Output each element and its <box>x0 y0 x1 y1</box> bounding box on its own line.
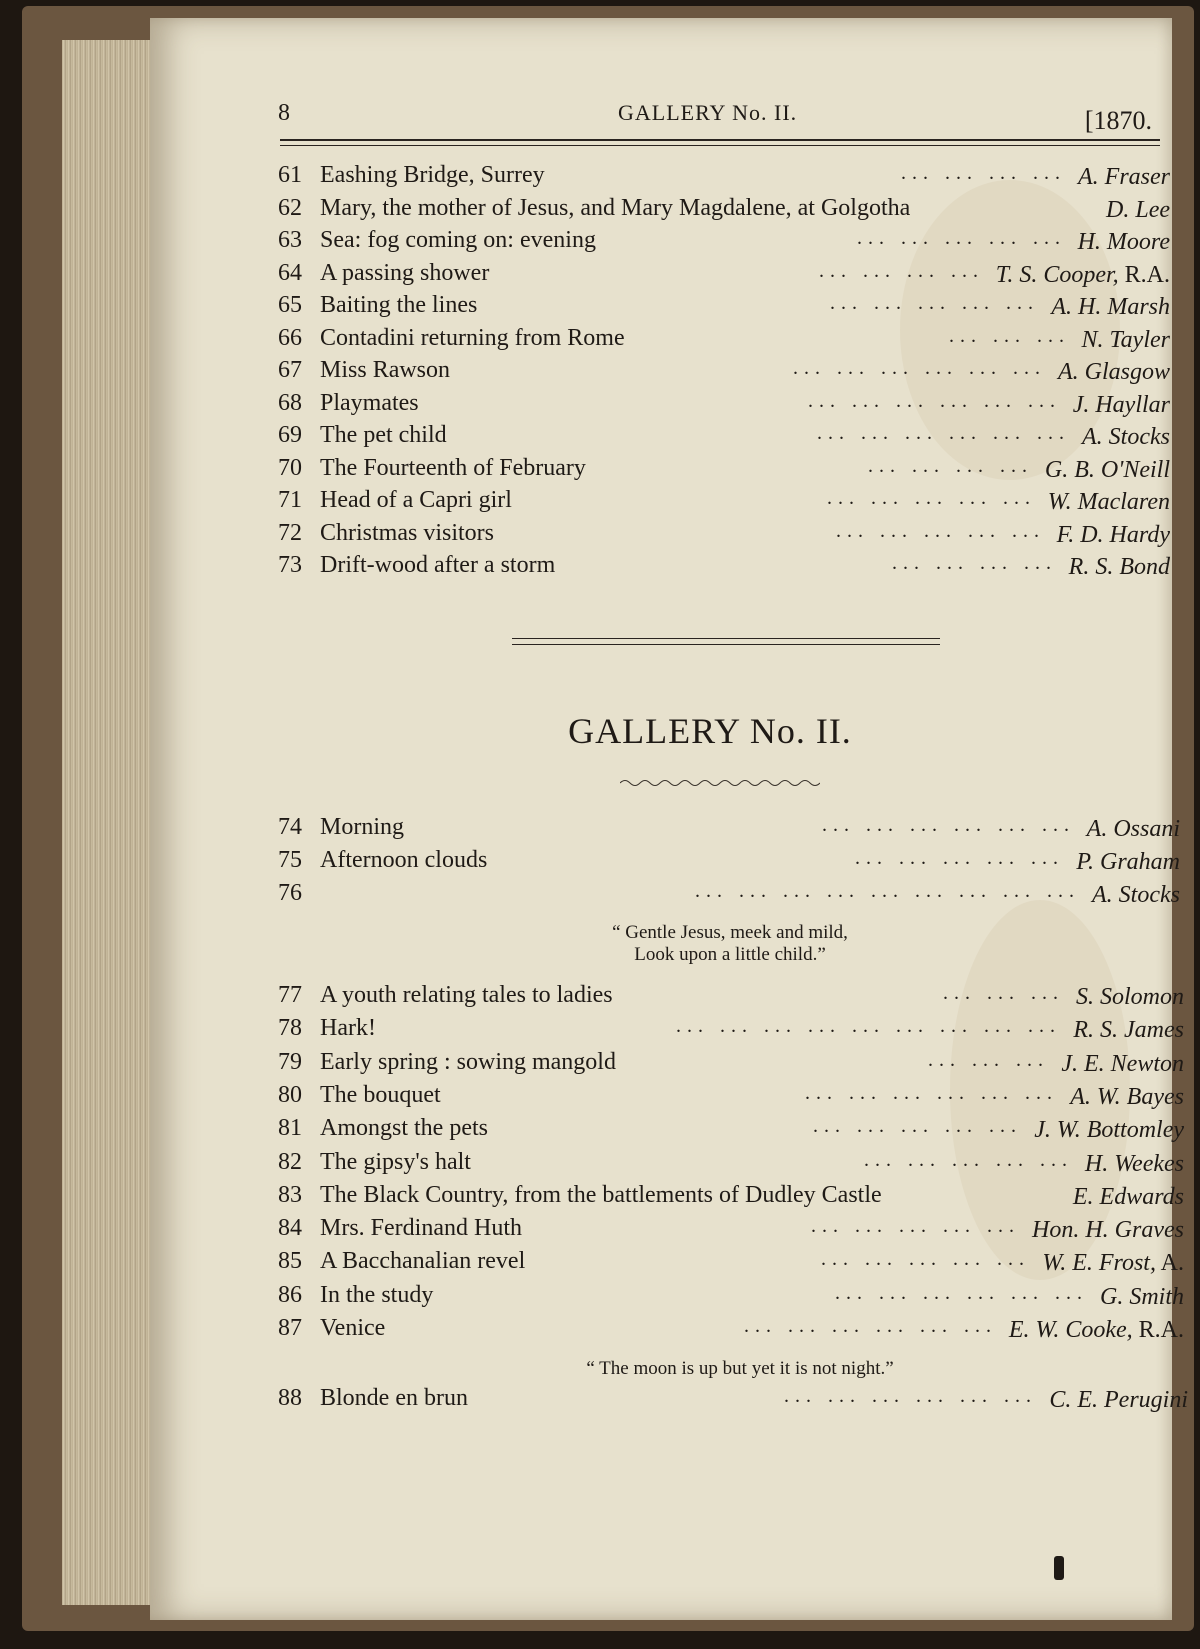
entry-number: 86 <box>278 1281 302 1308</box>
artist-name: T. S. Cooper, <box>995 261 1119 288</box>
entry-number: 65 <box>278 292 302 318</box>
catalogue-entry <box>278 1082 1184 1114</box>
leader-dots: ... ... ... ... <box>892 552 1057 574</box>
leader-dots: ... ... ... ... ... ... <box>805 1081 1058 1104</box>
entry-title: Mary, the mother of Jesus, and Mary Magdalene, at Golgotha <box>320 194 911 221</box>
leader-dots: ... ... ... ... ... <box>811 1215 1020 1238</box>
artist-name: S. Solomon <box>1076 984 1184 1010</box>
quote-line: “ Gentle Jesus, meek and mild, <box>612 922 848 943</box>
header-rule-thick <box>280 139 1160 141</box>
entry-title: Sea: fog coming on: evening <box>320 227 596 253</box>
ink-speck <box>1054 1556 1064 1580</box>
entry-title: In the study <box>320 1281 434 1308</box>
entry-title: A passing shower <box>320 259 490 286</box>
artist-name: H. Weekes <box>1084 1150 1184 1177</box>
artist-name: A. Glasgow <box>1057 359 1170 385</box>
catalogue-entry <box>278 1115 1184 1147</box>
section-divider <box>512 638 940 639</box>
leader-dots: ... ... ... ... ... ... <box>835 1281 1088 1304</box>
artist-name: G. B. O'Neill <box>1044 456 1170 483</box>
entry-artist <box>996 262 1170 289</box>
entry-artist <box>1085 1151 1184 1178</box>
entry-title: The Fourteenth of February <box>320 454 586 481</box>
entry-number: 69 <box>278 422 302 448</box>
catalogue-entry <box>278 814 1180 846</box>
entry-number: 68 <box>278 389 302 416</box>
entry-artist <box>1100 1284 1184 1311</box>
catalogue-entry <box>278 260 1170 292</box>
entry-artist <box>1045 457 1170 484</box>
entry-number: 62 <box>278 194 302 221</box>
entry-artist <box>1082 424 1170 451</box>
catalogue-entry <box>278 1015 1184 1047</box>
artist-name: R. S. Bond <box>1068 554 1170 580</box>
entry-artist <box>1073 1017 1184 1044</box>
leader-dots: ... ... ... ... ... <box>836 519 1045 542</box>
leader-dots: ... ... ... ... ... ... <box>784 1385 1037 1407</box>
leader-dots: ... ... ... ... ... <box>864 1148 1073 1171</box>
artist-name: J. Hayllar <box>1072 391 1170 418</box>
entry-artist <box>1069 554 1170 581</box>
artist-name: E. W. Cooke, <box>1008 1317 1133 1343</box>
catalogue-entry <box>278 1385 1188 1417</box>
entry-artist <box>1078 164 1170 191</box>
catalogue-entry <box>278 195 1170 227</box>
leader-dots: ... ... ... ... <box>901 162 1066 184</box>
section-divider <box>512 644 940 645</box>
artist-name: Hon. H. Graves <box>1032 1217 1184 1244</box>
quote-line: Look upon a little child.” <box>634 944 826 965</box>
catalogue-entry <box>278 422 1170 454</box>
entry-number: 64 <box>278 259 302 286</box>
entry-title: The pet child <box>320 422 447 448</box>
entry-title: Contadini returning from Rome <box>320 324 625 351</box>
artist-name: H. Moore <box>1077 229 1170 255</box>
catalogue-entry <box>278 552 1170 584</box>
leader-dots: ... ... ... ... ... <box>827 487 1036 509</box>
entry-title: Eashing Bridge, Surrey <box>320 162 545 188</box>
artist-name: A. Fraser <box>1078 164 1170 190</box>
catalogue-entry <box>278 520 1170 552</box>
entry-number: 72 <box>278 519 302 546</box>
entry-number: 87 <box>278 1315 302 1341</box>
artist-name: E. Edwards <box>1072 1183 1184 1210</box>
entry-artist <box>1058 359 1170 386</box>
entry-artist <box>1009 1317 1184 1344</box>
entry-title: Head of a Capri girl <box>320 487 512 513</box>
leader-dots: ... ... ... <box>928 1048 1049 1071</box>
entry-title: A youth relating tales to ladies <box>320 982 613 1008</box>
leader-dots: ... ... ... ... <box>868 454 1033 477</box>
catalogue-entry <box>278 880 1180 912</box>
artist-name: J. W. Bottomley <box>1034 1117 1184 1144</box>
entry-number: 63 <box>278 227 302 253</box>
entry-artist <box>1048 489 1170 516</box>
leader-dots: ... ... ... <box>949 324 1070 347</box>
catalogue-entry <box>278 162 1170 194</box>
entry-number: 75 <box>278 847 302 873</box>
catalogue-entry <box>278 357 1170 389</box>
entry-number: 70 <box>278 454 302 481</box>
entry-number: 85 <box>278 1248 302 1275</box>
entry-title: Morning <box>320 814 404 840</box>
artist-name: G. Smith <box>1100 1283 1184 1310</box>
catalogue-entry <box>278 1315 1184 1347</box>
artist-name: N. Tayler <box>1081 326 1170 353</box>
catalogue-entry <box>278 847 1180 879</box>
entry-artist <box>1076 849 1180 876</box>
entry-title: Early spring : sowing mangold <box>320 1048 616 1075</box>
leader-dots: ... ... ... ... ... ... <box>793 357 1046 379</box>
artist-name: D. Lee <box>1106 196 1170 223</box>
leader-dots: ... ... ... ... ... ... <box>808 389 1061 412</box>
entry-title: Blonde en brun <box>320 1385 468 1411</box>
entry-number: 77 <box>278 982 302 1008</box>
entry-title: Mrs. Ferdinand Huth <box>320 1215 522 1242</box>
leader-dots: ... ... ... ... ... <box>813 1115 1022 1138</box>
entry-artist <box>1073 392 1170 419</box>
entry-artist <box>1057 522 1170 549</box>
entry-title: The Black Country, from the battlements of Dudley Castle <box>320 1181 882 1208</box>
entry-number: 78 <box>278 1015 302 1042</box>
entry-artist <box>1061 1051 1184 1078</box>
catalogue-entry <box>278 1215 1184 1247</box>
artist-name: W. Maclaren <box>1047 489 1170 515</box>
artist-name: J. E. Newton <box>1061 1050 1184 1077</box>
page-header <box>278 96 1158 136</box>
artist-name: A. Ossani <box>1086 816 1180 842</box>
artist-name: A. W. Bayes <box>1070 1083 1184 1110</box>
leader-dots: ... ... ... ... <box>819 259 984 282</box>
entry-artist <box>1092 882 1180 909</box>
entry-number: 83 <box>278 1181 302 1208</box>
leader-dots: ... ... ... ... ... ... <box>744 1315 997 1337</box>
leader-dots: ... ... ... ... ... ... ... ... ... <box>695 880 1080 902</box>
artist-name: A. Stocks <box>1082 424 1170 450</box>
catalogue-entry <box>278 1182 1184 1214</box>
quote-87 <box>480 1358 1000 1380</box>
entry-number: 76 <box>278 880 302 906</box>
entry-number: 67 <box>278 357 302 383</box>
entry-number: 84 <box>278 1215 302 1242</box>
entry-title: Baiting the lines <box>320 292 478 318</box>
catalogue-entry <box>278 1282 1184 1314</box>
entry-artist <box>1078 229 1170 256</box>
leader-dots: ... ... ... ... ... <box>821 1248 1030 1271</box>
artist-suffix: R.A. <box>1132 1317 1184 1343</box>
entry-number: 66 <box>278 324 302 351</box>
entry-number: 74 <box>278 814 302 840</box>
catalogue-entry <box>278 1248 1184 1280</box>
page-number: 8 <box>278 100 290 126</box>
artist-suffix: A. <box>1155 1250 1184 1277</box>
artist-name: A. Stocks <box>1092 882 1180 908</box>
entry-artist <box>1034 1117 1184 1144</box>
running-title: GALLERY No. II. <box>618 100 798 125</box>
leader-dots: ... ... ... ... ... <box>857 227 1066 249</box>
gallery-heading: GALLERY No. II. <box>568 711 852 751</box>
entry-artist <box>1070 1084 1184 1111</box>
entry-number: 80 <box>278 1081 302 1108</box>
entry-title: The gipsy's halt <box>320 1148 471 1175</box>
catalogue-entry <box>278 390 1170 422</box>
entry-artist <box>1032 1217 1184 1244</box>
entry-artist <box>1042 1250 1184 1277</box>
entry-artist <box>1106 197 1170 224</box>
entry-number: 88 <box>278 1385 302 1411</box>
catalogue-entry <box>278 982 1184 1014</box>
entry-artist <box>1087 816 1180 843</box>
entry-title: Amongst the pets <box>320 1115 488 1142</box>
entry-title: A Bacchanalian revel <box>320 1248 526 1275</box>
artist-name: A. H. Marsh <box>1051 294 1170 320</box>
entry-artist <box>1082 327 1170 354</box>
entry-title: Playmates <box>320 389 419 416</box>
quote-76 <box>520 922 940 966</box>
entry-number: 61 <box>278 162 302 188</box>
entry-artist <box>1051 294 1170 321</box>
catalogue-entry <box>278 227 1170 259</box>
catalogue-entry <box>278 325 1170 357</box>
artist-name: P. Graham <box>1076 849 1180 875</box>
entry-title: Christmas visitors <box>320 519 495 546</box>
entry-title: Hark! <box>320 1015 376 1042</box>
catalogue-entry <box>278 292 1170 324</box>
quote-line: “ The moon is up but yet it is not night.” <box>586 1358 894 1379</box>
catalogue-entry <box>278 487 1170 519</box>
leader-dots: ... ... ... <box>943 982 1064 1004</box>
entry-number: 73 <box>278 552 302 578</box>
wavy-ornament <box>620 778 820 788</box>
entry-number: 79 <box>278 1048 302 1075</box>
entry-title: Venice <box>320 1315 386 1341</box>
entry-number: 81 <box>278 1115 302 1142</box>
entry-artist <box>1049 1387 1188 1414</box>
entry-artist <box>1076 984 1184 1011</box>
artist-name: R. S. James <box>1073 1017 1184 1044</box>
catalogue-entry <box>278 1049 1184 1081</box>
entry-artist <box>1073 1184 1184 1211</box>
entry-title: The bouquet <box>320 1081 441 1108</box>
entry-title: Miss Rawson <box>320 357 451 383</box>
artist-name: W. E. Frost, <box>1042 1250 1156 1277</box>
entry-number: 82 <box>278 1148 302 1175</box>
leader-dots: ... ... ... ... ... ... ... ... ... <box>676 1015 1061 1038</box>
header-year: [1870. <box>1084 106 1152 135</box>
entry-number: 71 <box>278 487 302 513</box>
catalogue-entry <box>278 455 1170 487</box>
leader-dots: ... ... ... ... ... <box>830 292 1039 314</box>
entry-title: Drift-wood after a storm <box>320 552 556 578</box>
entry-title: Afternoon clouds <box>320 847 488 873</box>
artist-name: F. D. Hardy <box>1056 521 1170 548</box>
header-rule-thin <box>280 145 1160 146</box>
leader-dots: ... ... ... ... ... ... <box>822 814 1075 836</box>
artist-suffix: R.A. <box>1118 261 1170 288</box>
catalogue-entry <box>278 1149 1184 1181</box>
artist-name: C. E. Perugini <box>1049 1387 1188 1413</box>
leader-dots: ... ... ... ... ... ... <box>817 422 1070 444</box>
leader-dots: ... ... ... ... ... <box>855 847 1064 869</box>
